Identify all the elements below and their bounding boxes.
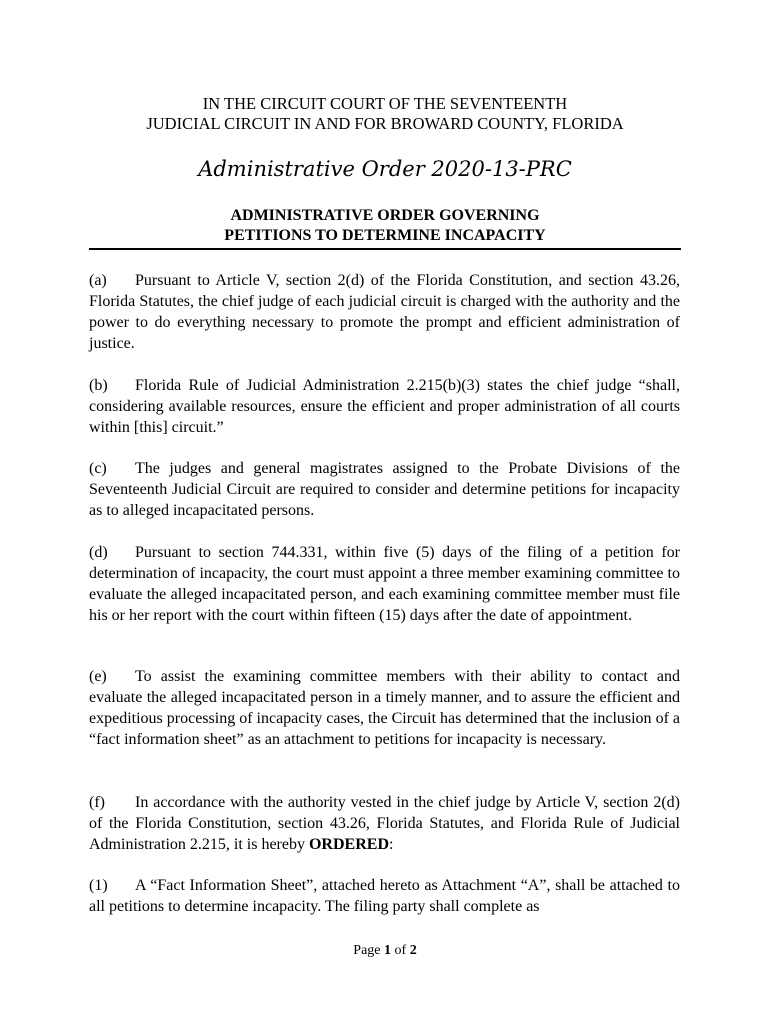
court-line-2: JUDICIAL CIRCUIT IN AND FOR BROWARD COUNTY, FLORIDA xyxy=(146,114,624,133)
paragraph-text: To assist the examining committee members with their ability to contact and evaluate the alleged incapacitated person in a timely manner, and to assure the efficient and expeditious processing of incapacity cases, the Circuit has determined that the inclusion of a “fact information sheet” as an attachment to petitions for incapacity is necessary. xyxy=(89,668,680,748)
paragraph-b xyxy=(89,375,680,438)
title-line-2: PETITIONS TO DETERMINE INCAPACITY xyxy=(224,227,546,244)
paragraph-text: A “Fact Information Sheet”, attached hereto as Attachment “A”, shall be attached to all petitions to determine incapacity. The filing party shall complete as xyxy=(89,877,680,915)
page-word: Page xyxy=(353,943,381,958)
court-caption xyxy=(0,94,770,134)
paragraph-text: The judges and general magistrates assigned to the Probate Divisions of the Seventeenth Judicial Circuit are required to consider and determine petitions for incapacity as to alleged incapacitated persons. xyxy=(89,460,680,519)
page-total: 2 xyxy=(409,943,417,958)
order-title xyxy=(0,206,770,246)
paragraph-e xyxy=(89,666,680,750)
paragraph-mark: (e) xyxy=(89,668,107,685)
paragraph-text: Florida Rule of Judicial Administration 2.215(b)(3) states the chief judge “shall, considering available resources, ensure the efficient and proper administration of all courts within [this] circuit.” xyxy=(89,377,680,436)
page-of: of xyxy=(394,943,407,958)
ordered-emphasis: ORDERED xyxy=(308,836,389,853)
paragraph-a xyxy=(89,270,680,354)
page-number xyxy=(0,942,770,960)
paragraph-d xyxy=(89,542,680,626)
order-number: Administrative Order 2020-13-PRC xyxy=(198,157,572,181)
paragraph-tail: : xyxy=(389,836,394,853)
paragraph-mark: (f) xyxy=(89,794,105,811)
paragraph-text: Pursuant to Article V, section 2(d) of the Florida Constitution, and section 43.26, Florida Statutes, the chief judge of each judicial circuit is charged with the authority and the power to do everything necessary to promote the prompt and efficient administration of justice. xyxy=(89,272,680,352)
paragraph-mark: (d) xyxy=(89,544,108,561)
paragraph-1 xyxy=(89,875,680,917)
paragraph-f xyxy=(89,792,680,855)
paragraph-mark: (c) xyxy=(89,460,107,477)
paragraph-text: In accordance with the authority vested in the chief judge by Article V, section 2(d) of the Florida Constitution, section 43.26, Florida Statutes, and Florida Rule of Judicial Administration 2.215, it is hereby xyxy=(89,794,680,853)
paragraph-mark: (a) xyxy=(89,272,107,289)
paragraph-mark: (b) xyxy=(89,377,108,394)
court-line-1: IN THE CIRCUIT COURT OF THE SEVENTEENTH xyxy=(202,94,568,113)
paragraph-text: Pursuant to section 744.331, within five (5) days of the filing of a petition for determination of incapacity, the court must appoint a three member examining committee to evaluate the alleged incapacitated person, and each examining committee member must file his or her report with the court within fifteen (15) days after the date of appointment. xyxy=(89,544,680,624)
paragraph-mark: (1) xyxy=(89,877,108,894)
title-line-1: ADMINISTRATIVE ORDER GOVERNING xyxy=(230,207,540,224)
page-current: 1 xyxy=(384,943,392,958)
title-divider xyxy=(89,248,681,250)
paragraph-c xyxy=(89,458,680,521)
